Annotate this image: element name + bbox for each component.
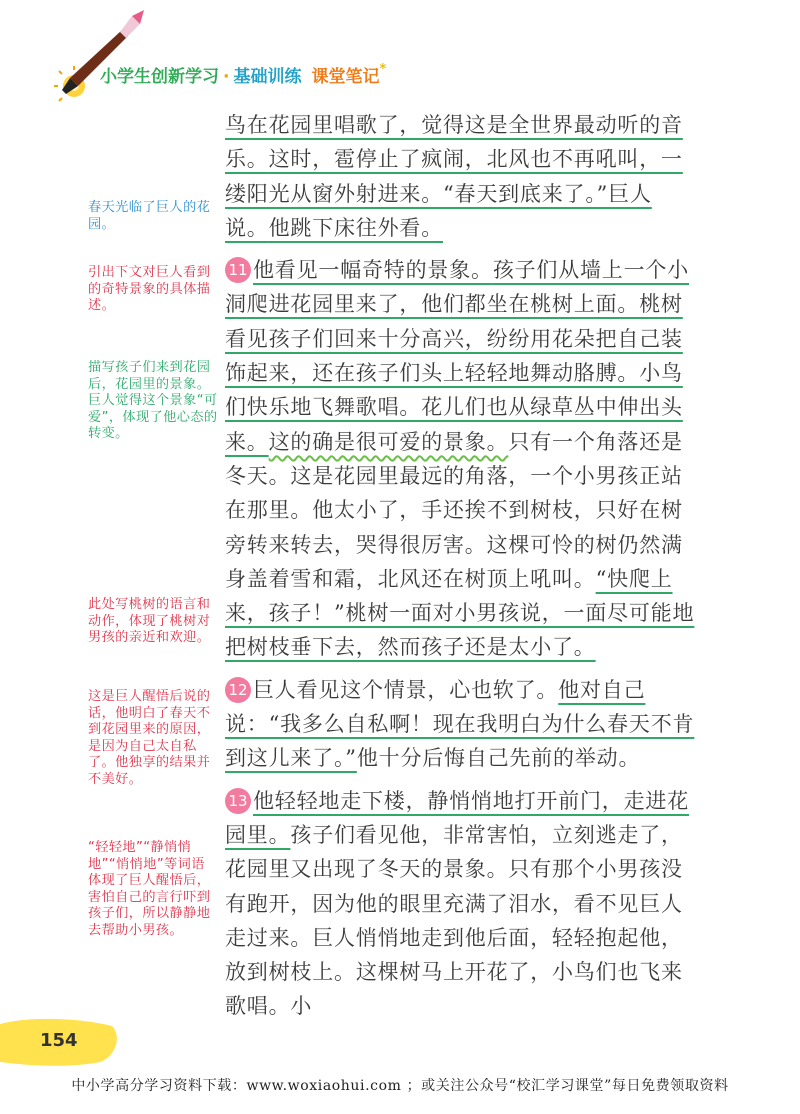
margin-note: “轻轻地”“静悄悄地”“悄悄地”等词语体现了巨人醒悟后，害怕自己的言行吓到孩子们，所以静静地去帮助小男孩。 (88, 840, 211, 938)
paragraph: 11 他看见一幅奇特的景象。孩子们从墙上一个小洞爬进花园里来了，他们都坐在桃树上面。桃树看见孩子们回来十分高兴，纷纷用花朵把自己装饰起来，还在孩子们头上轻轻地舞动胳膊。小鸟们快乐地飞舞歌唱。花儿们也从绿草丛中伸出头来。这的确是很可爱的景象。只有一个角落还是冬天。这是花园里最远的角落，一个小男孩正站在那里。他太小了，手还挨不到树枝，只好在树旁转来转去，哭得很厉害。这棵可怜的树仍然满身盖着雪和霜，北风还在树顶上吼叫。“快爬上来，孩子！”桃树一面对小男孩说，一面尽可能地把树枝垂下去，然而孩子还是太小了。 (225, 258, 695, 660)
footer-notice: 中小学高分学习资料下载：www.woxiaohui.com ；或关注公众号“校汇学习课堂”每日免费领取资料 (71, 1078, 729, 1094)
margin-note: 描写孩子们来到花园后，花园里的景象。巨人觉得这个景象“可爱”，体现了他心态的转变。 (88, 360, 218, 441)
main-text (225, 108, 695, 1024)
brand-title: 小学生创新学习 · 基础训练 课堂笔记* (100, 62, 387, 87)
paragraph-number: 11 (225, 257, 251, 283)
margin-note: 引出下文对巨人看到的奇特景象的具体描述。 (88, 265, 211, 313)
page-number: 154 (40, 1030, 78, 1051)
margin-note: 此处写桃树的语言和动作，体现了桃树对男孩的亲近和欢迎。 (88, 597, 211, 645)
paragraph-number: 13 (225, 788, 251, 814)
paragraph: 鸟在花园里唱歌了，觉得这是全世界最动听的音乐。这时，雹停止了疯闹，北风也不再吼叫，一缕阳光从窗外射进来。“春天到底来了。”巨人说。他跳下床往外看。 (225, 113, 683, 240)
page-header (0, 0, 800, 112)
paragraph: 13 他轻轻地走下楼，静悄悄地打开前门，走进花园里。孩子们看见他，非常害怕，立刻逃走了，花园里又出现了冬天的景象。只有那个小男孩没有跑开，因为他的眼里充满了泪水，看不见巨人走过来。巨人悄悄地走到他后面，轻轻抱起他，放到树枝上。这棵树马上开花了，小鸟们也飞来歌唱。小 (225, 788, 689, 1019)
paragraph-number: 12 (225, 677, 251, 703)
margin-note: 春天光临了巨人的花园。 (88, 200, 211, 232)
paragraph: 12 巨人看见这个情景，心也软了。他对自己说：“我多么自私啊！现在我明白为什么春天不肯到这儿来了。”他十分后悔自己先前的举动。 (225, 677, 695, 771)
margin-note: 这是巨人醒悟后说的话，他明白了春天不到花园里来的原因，是因为自己太自私了。他独享的结果并不美好。 (88, 689, 211, 787)
paintbrush-logo-icon (40, 8, 150, 108)
